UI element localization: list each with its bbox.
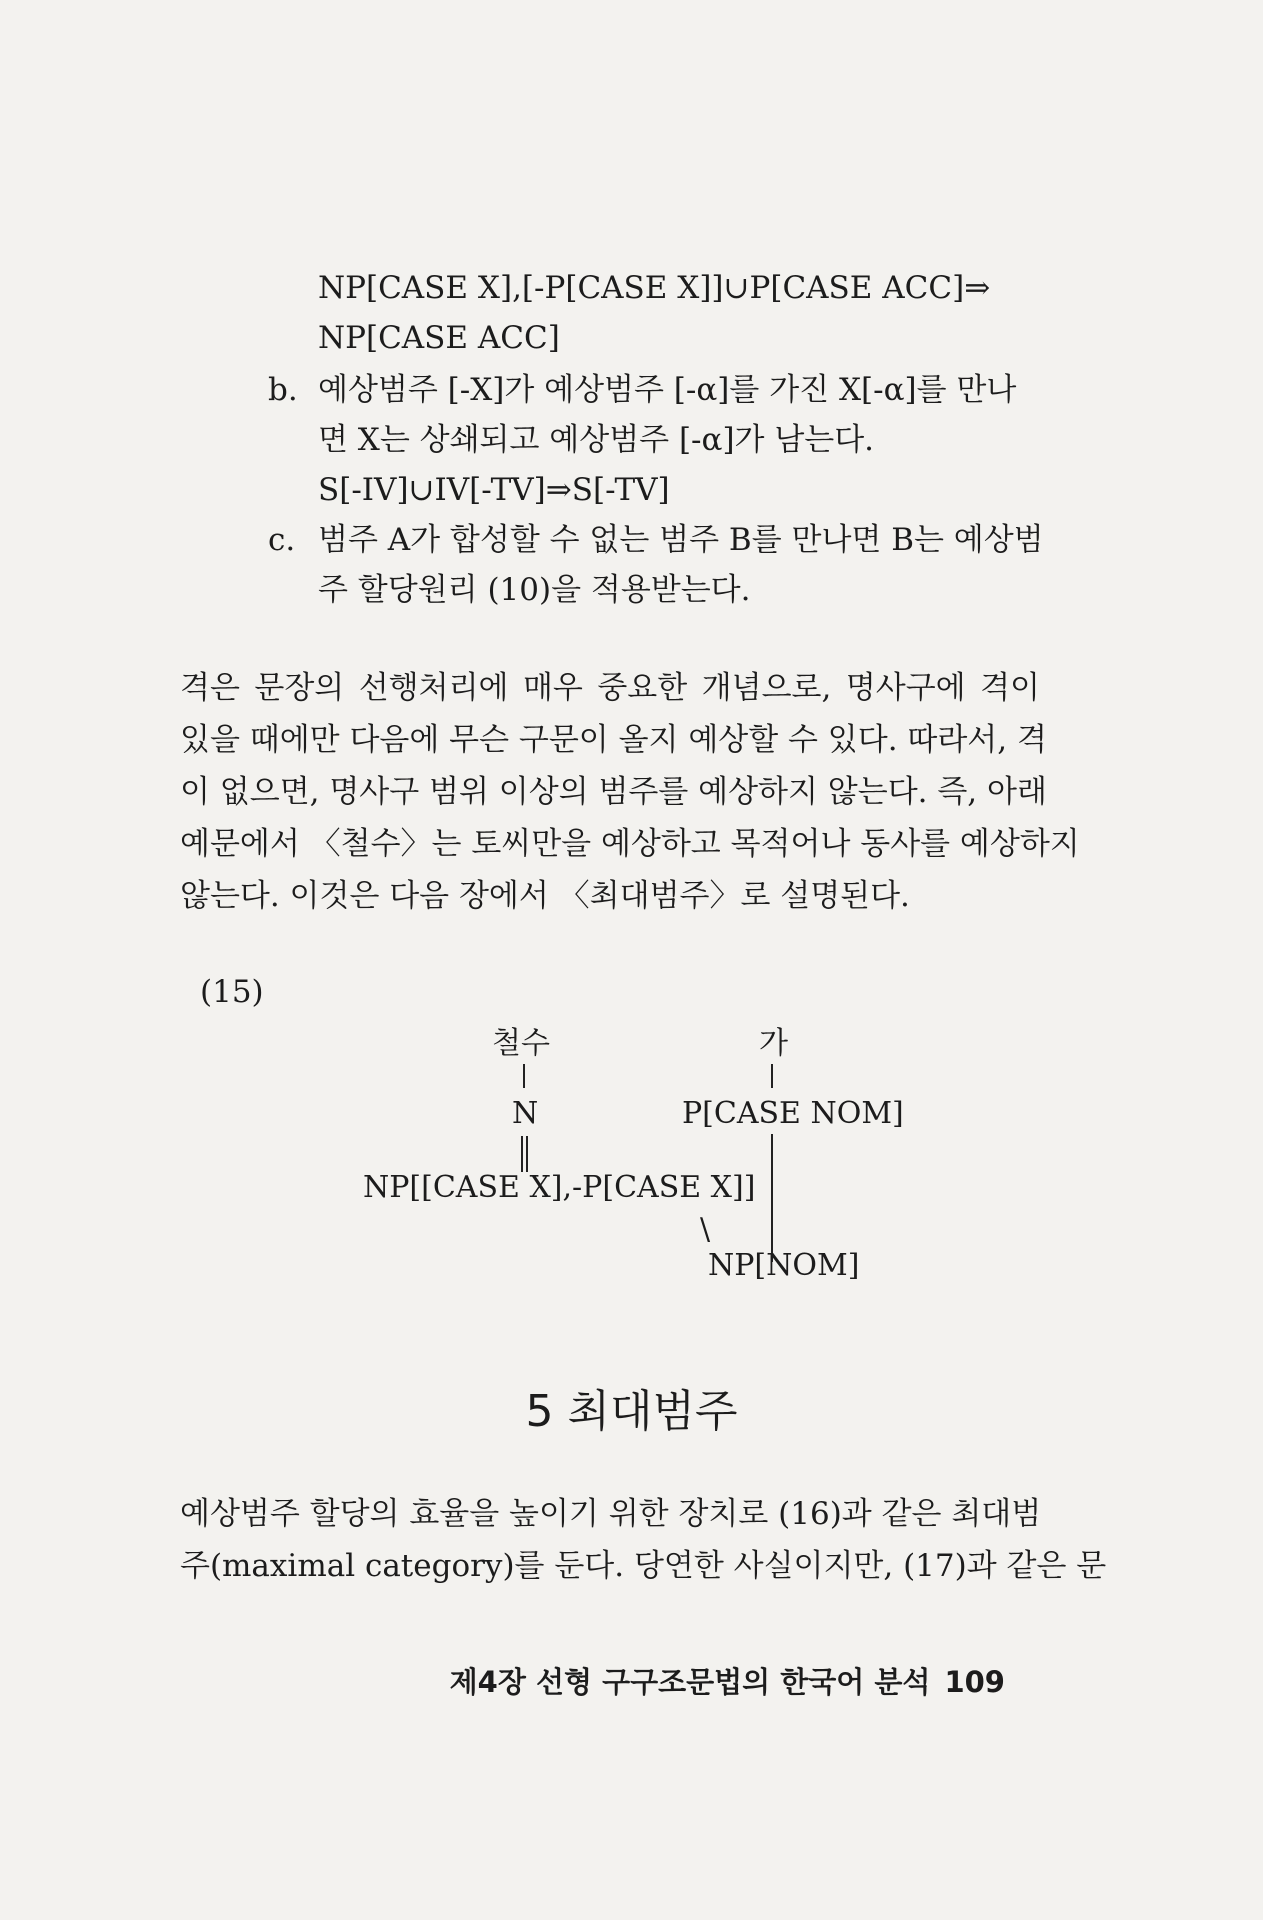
rule-a-formula-2: NP[CASE ACC]: [318, 320, 560, 356]
tree-edge: [771, 1064, 773, 1088]
rule-b-text-1: 예상범주 [-X]가 예상범주 [-α]를 가진 X[-α]를 만나: [318, 372, 1017, 408]
running-head: 제4장 선형 구구조문법의 한국어 분석: [449, 1665, 931, 1699]
rule-a-formula-1: NP[CASE X],[-P[CASE X]]∪P[CASE ACC]⇒: [318, 270, 991, 306]
section-title: 5 최대범주: [525, 1386, 738, 1437]
tree-node-p-case-nom: P[CASE NOM]: [682, 1096, 904, 1131]
tree-edge: [523, 1064, 525, 1088]
paragraph1-line: 않는다. 이것은 다음 장에서 〈최대범주〉로 설명된다.: [180, 878, 910, 914]
tree-edge-double: [521, 1136, 523, 1172]
rule-c-label: c.: [268, 522, 296, 558]
tree-node-np-nom: NP[NOM]: [708, 1248, 860, 1283]
rule-b-formula: S[-IV]∪IV[-TV]⇒S[-TV]: [318, 472, 670, 508]
paragraph1-line: 격은 문장의 선행처리에 매우 중요한 개념으로, 명사구에 격이: [180, 670, 1040, 706]
paragraph1-line: 이 없으면, 명사구 범위 이상의 범주를 예상하지 않는다. 즉, 아래: [180, 774, 1047, 810]
rule-b-text-2: 면 X는 상쇄되고 예상범주 [-α]가 남는다.: [318, 422, 875, 458]
page-number: 109: [944, 1665, 1005, 1699]
tree-node-n: N: [512, 1096, 539, 1131]
page-footer: [450, 1660, 1005, 1701]
paragraph1-line: 예문에서 〈철수〉는 토씨만을 예상하고 목적어나 동사를 예상하지: [180, 826, 1080, 862]
example-number: (15): [200, 974, 264, 1010]
tree-node-np-left: NP[[CASE X],-P[CASE X]]: [363, 1170, 756, 1205]
tree-edge-backslash: \: [700, 1212, 711, 1247]
rule-c-text-1: 범주 A가 합성할 수 없는 범주 B를 만나면 B는 예상범: [318, 522, 1044, 558]
tree-word-cheolsu: 철수: [492, 1026, 550, 1061]
rule-b-label: b.: [268, 372, 298, 408]
paragraph2-line: 주(maximal category)를 둔다. 당연한 사실이지만, (17)과 같은 문: [180, 1548, 1107, 1584]
paragraph1-line: 있을 때에만 다음에 무슨 구문이 올지 예상할 수 있다. 따라서, 격: [180, 722, 1047, 758]
rule-c-text-2: 주 할당원리 (10)을 적용받는다.: [318, 572, 751, 608]
paragraph2-line: 예상범주 할당의 효율을 높이기 위한 장치로 (16)과 같은 최대범: [180, 1496, 1042, 1532]
tree-word-ga: 가: [759, 1026, 788, 1061]
tree-edge: [771, 1134, 773, 1262]
tree-edge-double: [526, 1136, 528, 1172]
